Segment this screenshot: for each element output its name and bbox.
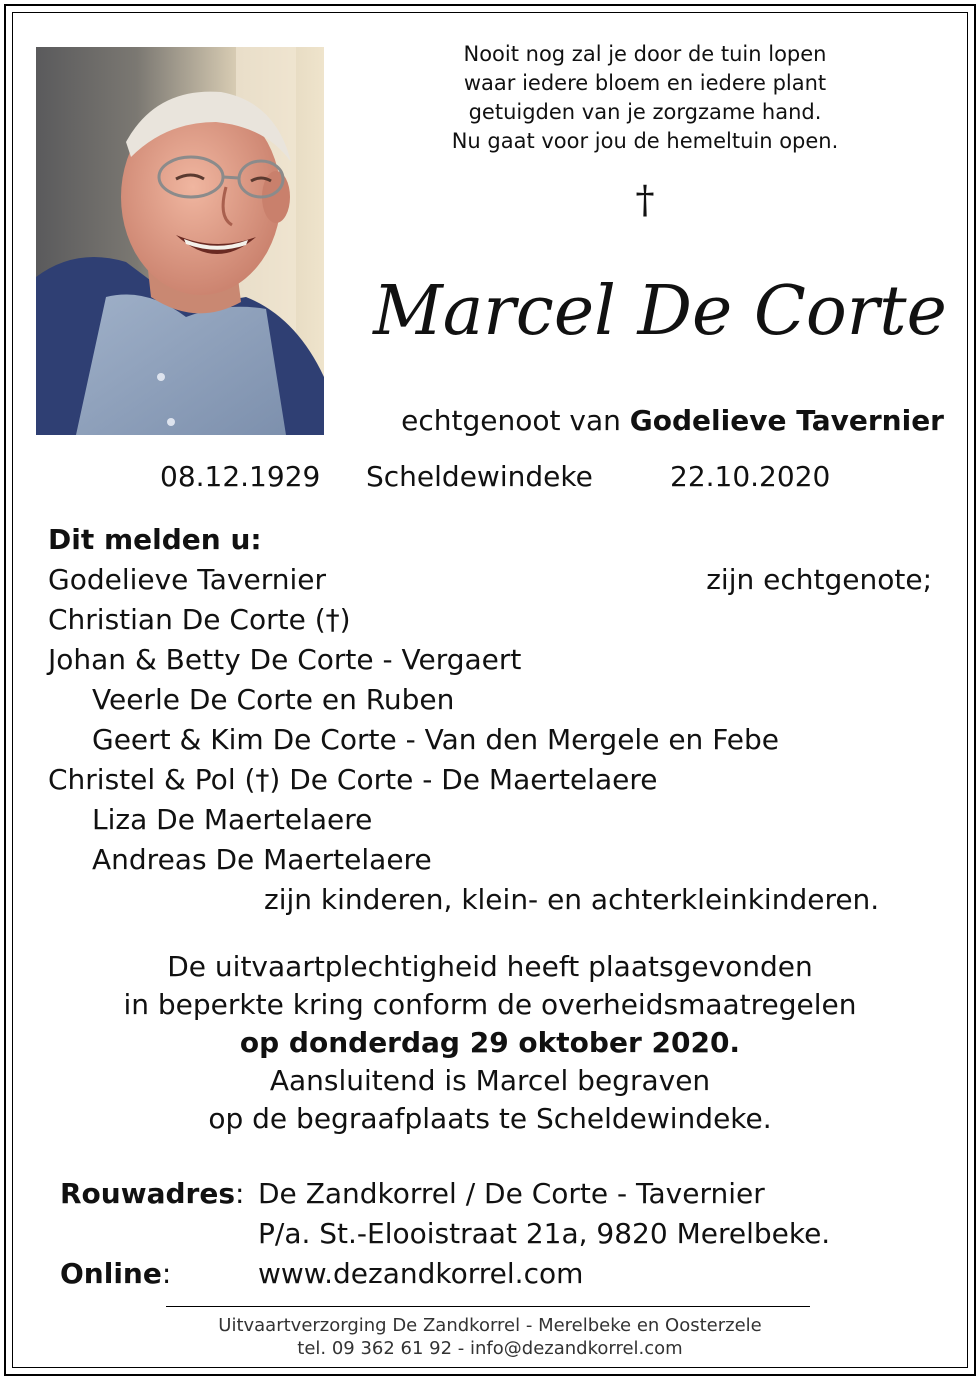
family-member: Christian De Corte (†) [48,603,351,636]
place: Scheldewindeke [366,460,593,493]
spouse-line [401,404,944,437]
birth-date: 08.12.1929 [160,460,321,493]
online-url[interactable]: www.dezandkorrel.com [258,1257,584,1290]
cross-icon: † [635,178,655,222]
service-line: De uitvaartplechtigheid heeft plaatsgevonden [167,950,813,983]
family-member: Liza De Maertelaere [92,803,373,836]
poem [400,40,890,156]
death-date: 22.10.2020 [670,460,831,493]
service-line: Aansluitend is Marcel begraven [269,1064,711,1097]
family-relation: zijn echtgenote; [706,563,932,596]
service-date: op donderdag 29 oktober 2020. [239,1026,741,1059]
family-member: Veerle De Corte en Ruben [92,683,455,716]
service-info [0,948,980,1138]
deceased-name-text: Marcel De Corte [373,272,947,351]
service-line: op de begraafplaats te Scheldewindeke. [208,1102,772,1135]
footer [0,1314,980,1360]
family-relation-summary: zijn kinderen, klein- en achterkleinkinderen. [264,883,880,916]
poem-line: waar iedere bloem en iedere plant [463,71,827,95]
family-member: Andreas De Maertelaere [92,843,432,876]
online-label: Online [60,1257,162,1290]
family-member: Johan & Betty De Corte - Vergaert [48,643,522,676]
address-line: De Zandkorrel / De Corte - Tavernier [258,1177,765,1210]
poem-line: getuigden van je zorgzame hand. [468,100,822,124]
family-member: Godelieve Tavernier [48,563,327,596]
family-row [48,560,948,600]
portrait-illustration [36,47,324,435]
family-member: Geert & Kim De Corte - Van den Mergele en Febe [92,723,779,756]
deceased-name [360,262,960,362]
address-label: Rouwadres [60,1177,235,1210]
service-line: in beperkte kring conform de overheidsmaatregelen [123,988,857,1021]
address-label-row: Rouwadres: [60,1177,245,1210]
spouse-prefix: echtgenoot van [401,404,621,437]
poem-line: Nu gaat voor jou de hemeltuin open. [451,129,839,153]
footer-company: Uitvaartverzorging De Zandkorrel - Merelbeke en Oosterzele [218,1315,762,1336]
footer-divider [166,1306,810,1307]
spouse-name: Godelieve Tavernier [629,404,944,437]
address-line: P/a. St.-Elooistraat 21a, 9820 Merelbeke. [258,1217,831,1250]
online-label-row: Online: [60,1257,172,1290]
family-member: Christel & Pol (†) De Corte - De Maertelaere [48,763,658,796]
portrait-photo [36,47,324,435]
family-list [48,520,948,920]
announcement-heading: Dit melden u: [48,523,262,556]
footer-contact: tel. 09 362 61 92 - info@dezandkorrel.com [297,1338,683,1359]
poem-line: Nooit nog zal je door de tuin lopen [463,42,827,66]
